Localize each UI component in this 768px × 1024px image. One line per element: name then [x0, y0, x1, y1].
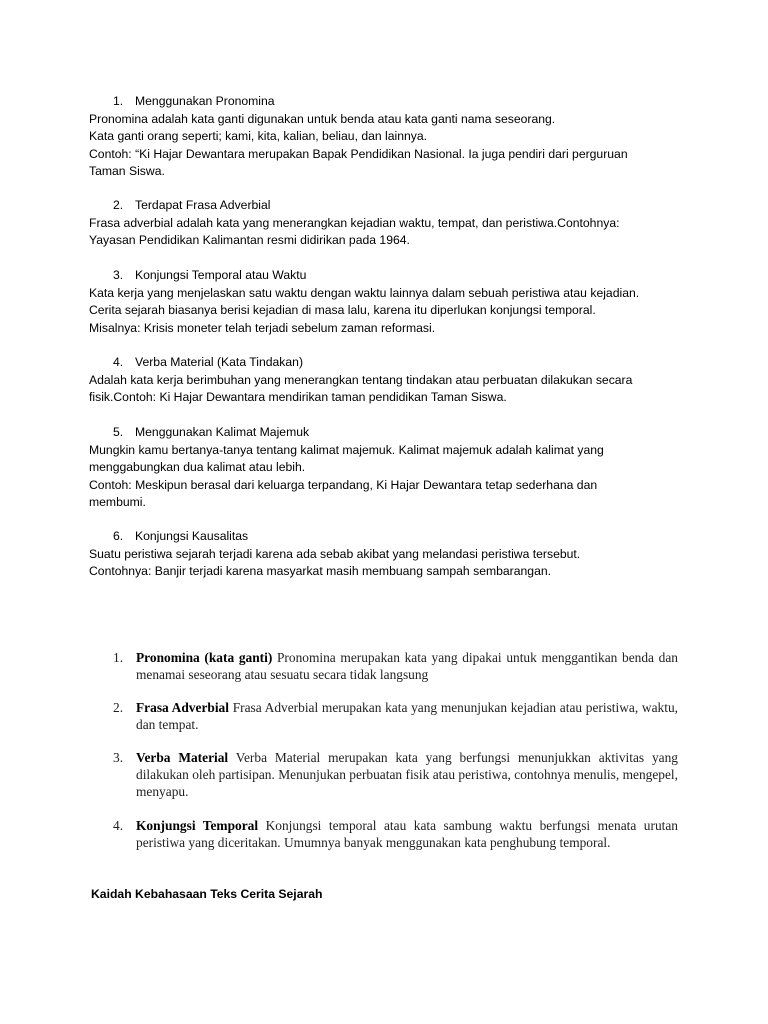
section-heading: 4. Verba Material (Kata Tindakan)	[113, 355, 304, 369]
definition-item: 4. Konjungsi Temporal Konjungsi temporal atau kata sambung waktu berfungsi menata urutan peristiwa yang diceritakan. Umumnya banyak menggunakan kata penghubung temporal.	[113, 818, 678, 851]
section-line: Contoh: Meskipun berasal dari keluarga terpandang, Ki Hajar Dewantara tetap sederhana dan	[89, 477, 598, 492]
section-heading: 3. Konjungsi Temporal atau Waktu	[113, 268, 307, 282]
definition-text: Verba Material merupakan kata yang berfungsi menunjukkan aktivitas yang dilakukan oleh partisipan. Menunjukan perbuatan fisik atau peristiwa, contohnya menulis, mengepel, menyapu.	[136, 750, 679, 800]
section-line: Cerita sejarah biasanya berisi kejadian di masa lalu, karena itu diperlukan konjungsi temporal.	[89, 303, 596, 317]
definition-term: Pronomina (kata ganti)	[136, 650, 273, 665]
section-heading: 6. Konjungsi Kausalitas	[113, 529, 249, 543]
section-line: Misalnya: Krisis moneter telah terjadi sebelum zaman reformasi.	[89, 320, 436, 335]
section-frasa-adverbial	[89, 197, 689, 250]
definition-item: 2. Frasa Adverbial Frasa Adverbial merupakan kata yang menunjukan kejadian atau peristiwa, waktu, dan tempat.	[113, 700, 678, 733]
section-heading: 5. Menggunakan Kalimat Majemuk	[113, 425, 310, 439]
section-title: Kaidah Kebahasaan Teks Cerita Sejarah	[91, 887, 323, 901]
definition-term: Frasa Adverbial	[136, 700, 229, 715]
definition-text: Frasa Adverbial merupakan kata yang menunjukan kejadian atau peristiwa, waktu, dan tempat.	[136, 700, 678, 733]
section-kalimat-majemuk	[89, 424, 689, 512]
definition-term: Verba Material	[136, 750, 229, 765]
section-heading: 1. Menggunakan Pronomina	[113, 94, 275, 108]
section-line: Frasa adverbial adalah kata yang menerangkan kejadian waktu, tempat, dan peristiwa.Contohnya:	[89, 215, 620, 230]
section-line: Taman Siswa.	[89, 164, 165, 178]
section-verba-material	[89, 354, 689, 407]
section-line: Adalah kata kerja berimbuhan yang menerangkan tentang tindakan atau perbuatan dilakukan secara	[89, 372, 633, 387]
section-line: Kata ganti orang seperti; kami, kita, kalian, beliau, dan lainnya.	[89, 129, 428, 143]
definition-item: 1. Pronomina (kata ganti) Pronomina merupakan kata yang dipakai untuk menggantikan benda dan menamai seseorang atau sesuatu secara tidak langsung	[113, 650, 678, 683]
definition-text: Pronomina merupakan kata yang dipakai untuk menggantikan benda dan menamai seseorang atau sesuatu secara tidak langsung	[136, 650, 678, 683]
section-line: membumi.	[89, 495, 146, 509]
section-line: Yayasan Pendidikan Kalimantan resmi didirikan pada 1964.	[89, 233, 410, 247]
section-line: menggabungkan dua kalimat atau lebih.	[89, 460, 306, 474]
section-line: Contoh: “Ki Hajar Dewantara merupakan Bapak Pendidikan Nasional. Ia juga pendiri dari perguruan	[89, 146, 628, 161]
section-konjungsi-temporal	[89, 267, 689, 337]
section-heading: 2. Terdapat Frasa Adverbial	[113, 198, 271, 212]
definition-item: 3. Verba Material Verba Material merupakan kata yang berfungsi menunjukkan aktivitas yang dilakukan oleh partisipan. Menunjukan perbuatan fisik atau peristiwa, contohnya menulis, mengepel, menyapu.	[113, 750, 679, 800]
section-pronomina	[89, 93, 689, 181]
definition-text: Konjungsi temporal atau kata sambung waktu berfungsi menata urutan peristiwa yang diceritakan. Umumnya banyak menggunakan kata penghubung temporal.	[136, 818, 678, 851]
section-line: Pronomina adalah kata ganti digunakan untuk benda atau kata ganti nama seseorang.	[89, 111, 556, 126]
section-line: Kata kerja yang menjelaskan satu waktu dengan waktu lainnya dalam sebuah peristiwa atau kejadian.	[89, 285, 640, 300]
section-line: Suatu peristiwa sejarah terjadi karena ada sebab akibat yang melandasi peristiwa tersebut.	[89, 546, 581, 561]
section-line: Mungkin kamu bertanya-tanya tentang kalimat majemuk. Kalimat majemuk adalah kalimat yang	[89, 442, 604, 457]
definition-term: Konjungsi Temporal	[136, 818, 259, 833]
section-line: Contohnya: Banjir terjadi karena masyarkat masih membuang sampah sembarangan.	[89, 564, 552, 578]
section-konjungsi-kausalitas	[89, 528, 689, 581]
section-line: fisik.Contoh: Ki Hajar Dewantara mendirikan taman pendidikan Taman Siswa.	[89, 390, 507, 404]
